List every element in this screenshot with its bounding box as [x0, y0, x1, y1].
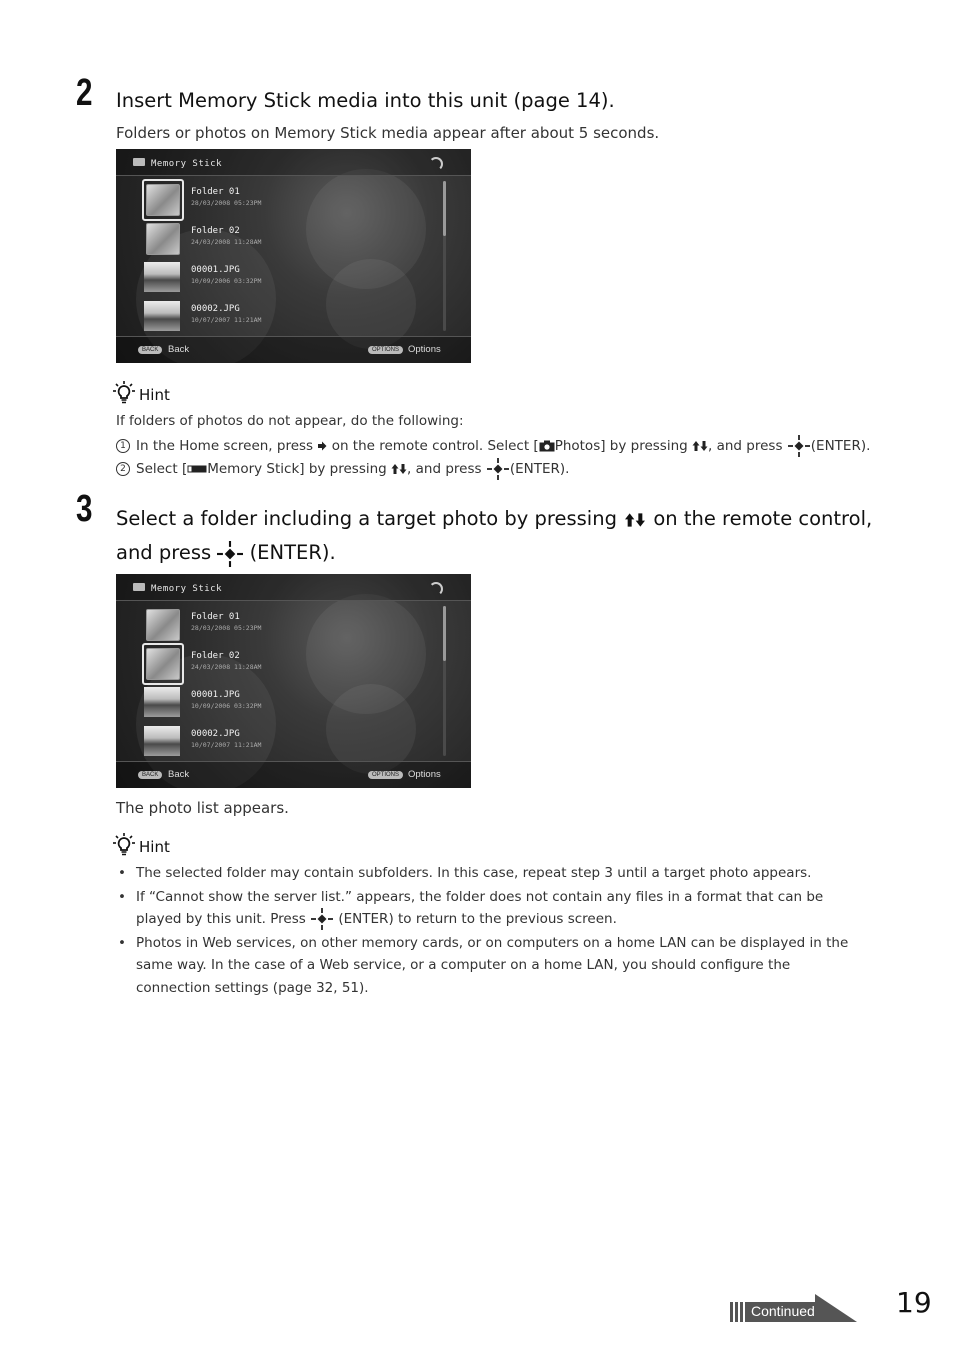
screen-footer: [116, 336, 471, 363]
hint1-step2: [116, 458, 569, 480]
item-date: 28/03/2008 05:23PM: [191, 624, 262, 632]
list-item[interactable]: [144, 181, 444, 219]
step-number-2: 2: [76, 72, 93, 114]
memory-stick-screen-1: [116, 149, 471, 363]
memory-stick-screen-2: [116, 574, 471, 788]
hint1-step1-text-e: (ENTER).: [810, 438, 871, 454]
list-item[interactable]: [144, 298, 444, 336]
hint-label: Hint: [139, 838, 170, 856]
screen-footer: [116, 761, 471, 788]
hint1-step2-text-d: (ENTER).: [509, 461, 570, 477]
selection-frame: [142, 643, 184, 685]
list-item[interactable]: [144, 259, 444, 297]
network-icon: [429, 157, 443, 171]
hint1-intro: If folders of photos do not appear, do the following:: [116, 413, 464, 429]
item-date: 10/07/2007 11:21AM: [191, 741, 262, 749]
item-name: 00001.JPG: [191, 265, 240, 275]
photo-thumbnail: [144, 262, 180, 292]
item-date: 10/07/2007 11:21AM: [191, 316, 262, 324]
list-item[interactable]: [144, 606, 444, 644]
photo-thumbnail: [144, 687, 180, 717]
item-name: Folder 02: [191, 226, 240, 236]
step3-heading-text-a: Select a folder including a target photo by pressing: [116, 507, 617, 530]
item-date: 10/09/2006 03:32PM: [191, 702, 262, 710]
photo-thumbnail: [144, 301, 180, 331]
item-date: 24/03/2008 11:28AM: [191, 663, 262, 671]
back-label[interactable]: Back: [168, 344, 190, 355]
item-name: Folder 01: [191, 187, 240, 197]
hint1-step2-text-c: , and press: [407, 461, 482, 477]
item-date: 24/03/2008 11:28AM: [191, 238, 262, 246]
list-item: • Photos in Web services, on other memory cards, or on computers on a home LAN can be displayed in the same way. In the case of a Web service, or a computer on a home LAN, you should configure the connection settings (page 32, 51).: [116, 932, 856, 1000]
hint1-step1-text-b: on the remote control. Select [: [331, 438, 539, 454]
enter-button-icon: [217, 541, 243, 567]
item-name: 00002.JPG: [191, 304, 240, 314]
hint-label: Hint: [139, 386, 170, 404]
hint1-step1: [116, 435, 870, 457]
folder-thumbnail: [146, 223, 180, 255]
step-number-3: 3: [76, 488, 93, 530]
step2-heading: Insert Memory Stick media into this unit (page 14).: [116, 89, 615, 112]
circled-number: 1: [116, 439, 130, 453]
item-name: 00001.JPG: [191, 690, 240, 700]
lightbulb-icon: [112, 832, 136, 856]
options-label[interactable]: Options: [408, 344, 441, 355]
selection-frame: [142, 179, 184, 221]
item-name: Folder 02: [191, 651, 240, 661]
list-item[interactable]: [144, 723, 444, 761]
list-item: • The selected folder may contain subfolders. In this case, repeat step 3 until a target photo appears.: [116, 862, 856, 885]
item-name: 00002.JPG: [191, 729, 240, 739]
bullet2-text-b: (ENTER) to return to the previous screen.: [338, 911, 617, 927]
screen-header: [116, 574, 471, 601]
screen-title: Memory Stick: [151, 584, 223, 594]
options-pill: OPTIONS: [368, 771, 403, 779]
options-label[interactable]: Options: [408, 769, 441, 780]
item-date: 10/09/2006 03:32PM: [191, 277, 262, 285]
step3-heading-text-d: (ENTER).: [249, 541, 336, 564]
arrow-right-icon: [317, 441, 327, 451]
hint1-step2-text-b: Memory Stick] by pressing: [207, 461, 387, 477]
options-pill: OPTIONS: [368, 346, 403, 354]
continued-badge: [730, 1294, 860, 1322]
hint1-step1-text-c: Photos] by pressing: [554, 438, 688, 454]
camera-icon: [133, 583, 145, 591]
step3-heading: [116, 502, 876, 570]
folder-thumbnail: [146, 609, 180, 641]
back-label[interactable]: Back: [168, 769, 190, 780]
hint1-step1-text-a: In the Home screen, press: [136, 438, 314, 454]
photo-thumbnail: [144, 726, 180, 756]
enter-button-icon: [788, 435, 810, 457]
memory-stick-icon: [187, 465, 207, 473]
arrow-up-down-icon: [692, 440, 708, 452]
network-icon: [429, 582, 443, 596]
enter-button-icon: [311, 908, 333, 930]
continued-label: Continued: [751, 1303, 815, 1319]
step3-heading-text-c: and press: [116, 541, 212, 564]
arrow-up-down-icon: [623, 512, 647, 528]
screen-header: [116, 149, 471, 176]
step3-heading-text-b: on the remote control,: [653, 507, 873, 530]
enter-button-icon: [487, 458, 509, 480]
hint-header-2: [112, 832, 170, 856]
page-number: 19: [896, 1286, 932, 1319]
camera-icon: [133, 158, 145, 166]
step3-description: The photo list appears.: [116, 799, 289, 817]
screen-title: Memory Stick: [151, 159, 223, 169]
scrollbar-thumb[interactable]: [443, 181, 446, 236]
scrollbar-thumb[interactable]: [443, 606, 446, 661]
hint1-step1-text-d: , and press: [708, 438, 783, 454]
list-item[interactable]: [144, 220, 444, 258]
item-date: 28/03/2008 05:23PM: [191, 199, 262, 207]
back-pill: BACK: [138, 771, 162, 779]
item-name: Folder 01: [191, 612, 240, 622]
arrow-up-down-icon: [391, 463, 407, 475]
step2-description: Folders or photos on Memory Stick media appear after about 5 seconds.: [116, 124, 660, 142]
hint-header-1: [112, 380, 170, 404]
camera-icon: [539, 440, 555, 452]
back-pill: BACK: [138, 346, 162, 354]
hint2-bullet-list: [116, 862, 856, 1000]
list-item[interactable]: [144, 645, 444, 683]
circled-number: 2: [116, 462, 130, 476]
list-item[interactable]: [144, 684, 444, 722]
bullet2-text-a: If “Cannot show the server list.” appears, the folder does not contain any files in a format that can be played by this unit. Press: [136, 888, 824, 927]
lightbulb-icon: [112, 380, 136, 404]
hint1-step2-text-a: Select [: [136, 461, 188, 477]
list-item: [116, 886, 856, 931]
